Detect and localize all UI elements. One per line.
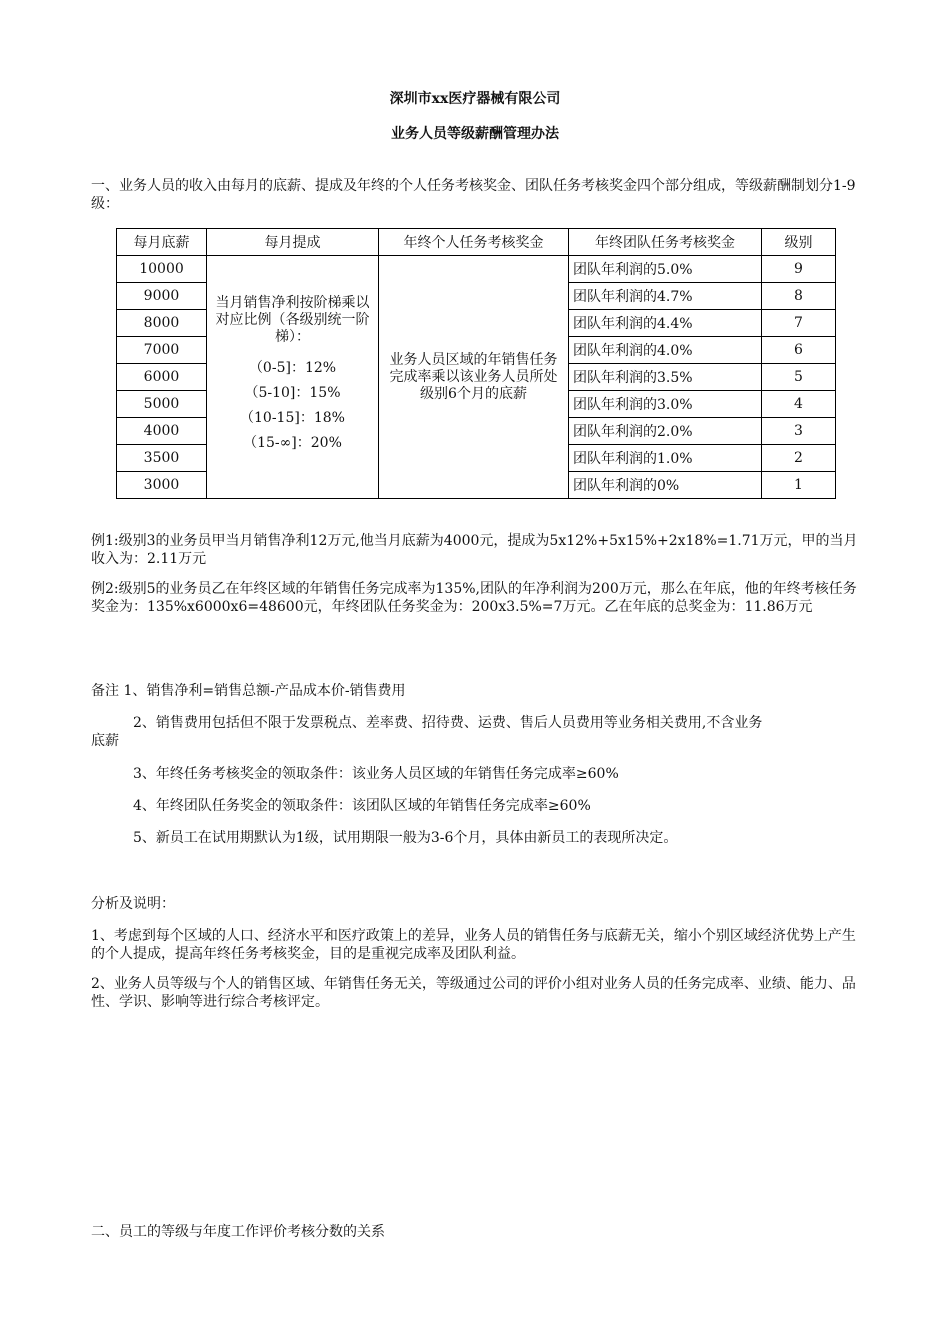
team-bonus-cell: 团队年利润的0%: [569, 472, 762, 499]
team-bonus-cell: 团队年利润的4.0%: [569, 337, 762, 364]
salary-cell: 9000: [117, 283, 207, 310]
team-bonus-cell: 团队年利润的1.0%: [569, 445, 762, 472]
analysis-item-2: 2、业务人员等级与个人的销售区域、年销售任务无关，等级通过公司的评价小组对业务人员的任务完成率、业绩、能力、品性、学识、影响等进行综合考核评定。: [91, 976, 856, 1010]
header-team-bonus: 年终团队任务考核奖金: [569, 229, 762, 256]
level-cell: 6: [762, 337, 836, 364]
level-cell: 5: [762, 364, 836, 391]
level-cell: 1: [762, 472, 836, 499]
header-personal-bonus: 年终个人任务考核奖金: [379, 229, 569, 256]
note-4: 4、年终团队任务奖金的领取条件：该团队区域的年销售任务完成率≥60%: [133, 798, 591, 814]
header-level: 级别: [762, 229, 836, 256]
team-bonus-cell: 团队年利润的2.0%: [569, 418, 762, 445]
salary-cell: 3000: [117, 472, 207, 499]
salary-cell: 6000: [117, 364, 207, 391]
header-monthly-commission: 每月提成: [207, 229, 379, 256]
example-1: 例1:级别3的业务员甲当月销售净利12万元,他当月底薪为4000元，提成为5x12%+5x15%+2x18%=1.71万元，甲的当月收入为：2.11万元: [91, 533, 858, 567]
level-cell: 4: [762, 391, 836, 418]
commission-tier: （10-15]：18%: [240, 409, 345, 426]
commission-tier: （5-10]：15%: [244, 384, 341, 401]
salary-cell: 8000: [117, 310, 207, 337]
salary-cell: 3500: [117, 445, 207, 472]
table-header-row: [117, 229, 836, 256]
salary-cell: 5000: [117, 391, 207, 418]
team-bonus-cell: 团队年利润的3.5%: [569, 364, 762, 391]
level-cell: 9: [762, 256, 836, 283]
note-3: 3、年终任务考核奖金的领取条件：该业务人员区域的年销售任务完成率≥60%: [133, 766, 619, 782]
table-row: [117, 256, 836, 283]
note-1: 备注 1、销售净利=销售总额-产品成本价-销售费用: [91, 683, 406, 699]
commission-intro: 当月销售净利按阶梯乘以对应比例（各级别统一阶梯）：: [215, 294, 370, 345]
company-title: 深圳市xx医疗器械有限公司: [389, 91, 561, 107]
analysis-item-1: 1、考虑到每个区域的人口、经济水平和医疗政策上的差异，业务人员的销售任务与底薪无关，缩小个别区域经济优势上产生的个人提成，提高年终任务考核奖金，目的是重视完成率及团队利益。: [91, 928, 856, 962]
header-monthly-salary: 每月底薪: [117, 229, 207, 256]
salary-grade-table: [116, 228, 836, 499]
section1-intro: 一、业务人员的收入由每月的底薪、提成及年终的个人任务考核奖金、团队任务考核奖金四个部分组成，等级薪酬制划分1-9级：: [91, 178, 856, 212]
document-title: 业务人员等级薪酬管理办法: [391, 126, 559, 142]
salary-cell: 7000: [117, 337, 207, 364]
note-2: 2、销售费用包括但不限于发票税点、差率费、招待费、运费、售后人员费用等业务相关费用,不含业务: [133, 715, 763, 731]
team-bonus-cell: 团队年利润的4.4%: [569, 310, 762, 337]
example-2: 例2:级别5的业务员乙在年终区域的年销售任务完成率为135%,团队的年净利润为200万元，那么在年底，他的年终考核任务奖金为：135%x6000x6=48600元，年终团队任务奖金为：200x3.5%=7万元。乙在年底的总奖金为：11.86万元: [91, 581, 857, 615]
level-cell: 7: [762, 310, 836, 337]
salary-cell: 10000: [117, 256, 207, 283]
analysis-heading: 分析及说明：: [91, 896, 175, 912]
note-2-continued: 底薪: [91, 733, 119, 749]
commission-tier: （15-∞]：20%: [243, 434, 342, 451]
level-cell: 2: [762, 445, 836, 472]
note-5: 5、新员工在试用期默认为1级，试用期限一般为3-6个月，具体由新员工的表现所决定。: [133, 830, 678, 846]
salary-cell: 4000: [117, 418, 207, 445]
team-bonus-cell: 团队年利润的3.0%: [569, 391, 762, 418]
team-bonus-cell: 团队年利润的5.0%: [569, 256, 762, 283]
commission-cell: [207, 256, 379, 499]
level-cell: 3: [762, 418, 836, 445]
team-bonus-cell: 团队年利润的4.7%: [569, 283, 762, 310]
level-cell: 8: [762, 283, 836, 310]
personal-bonus-cell: 业务人员区域的年销售任务完成率乘以该业务人员所处级别6个月的底薪: [379, 256, 569, 499]
section2-heading: 二、员工的等级与年度工作评价考核分数的关系: [91, 1224, 385, 1240]
commission-tier: （0-5]：12%: [248, 359, 337, 376]
